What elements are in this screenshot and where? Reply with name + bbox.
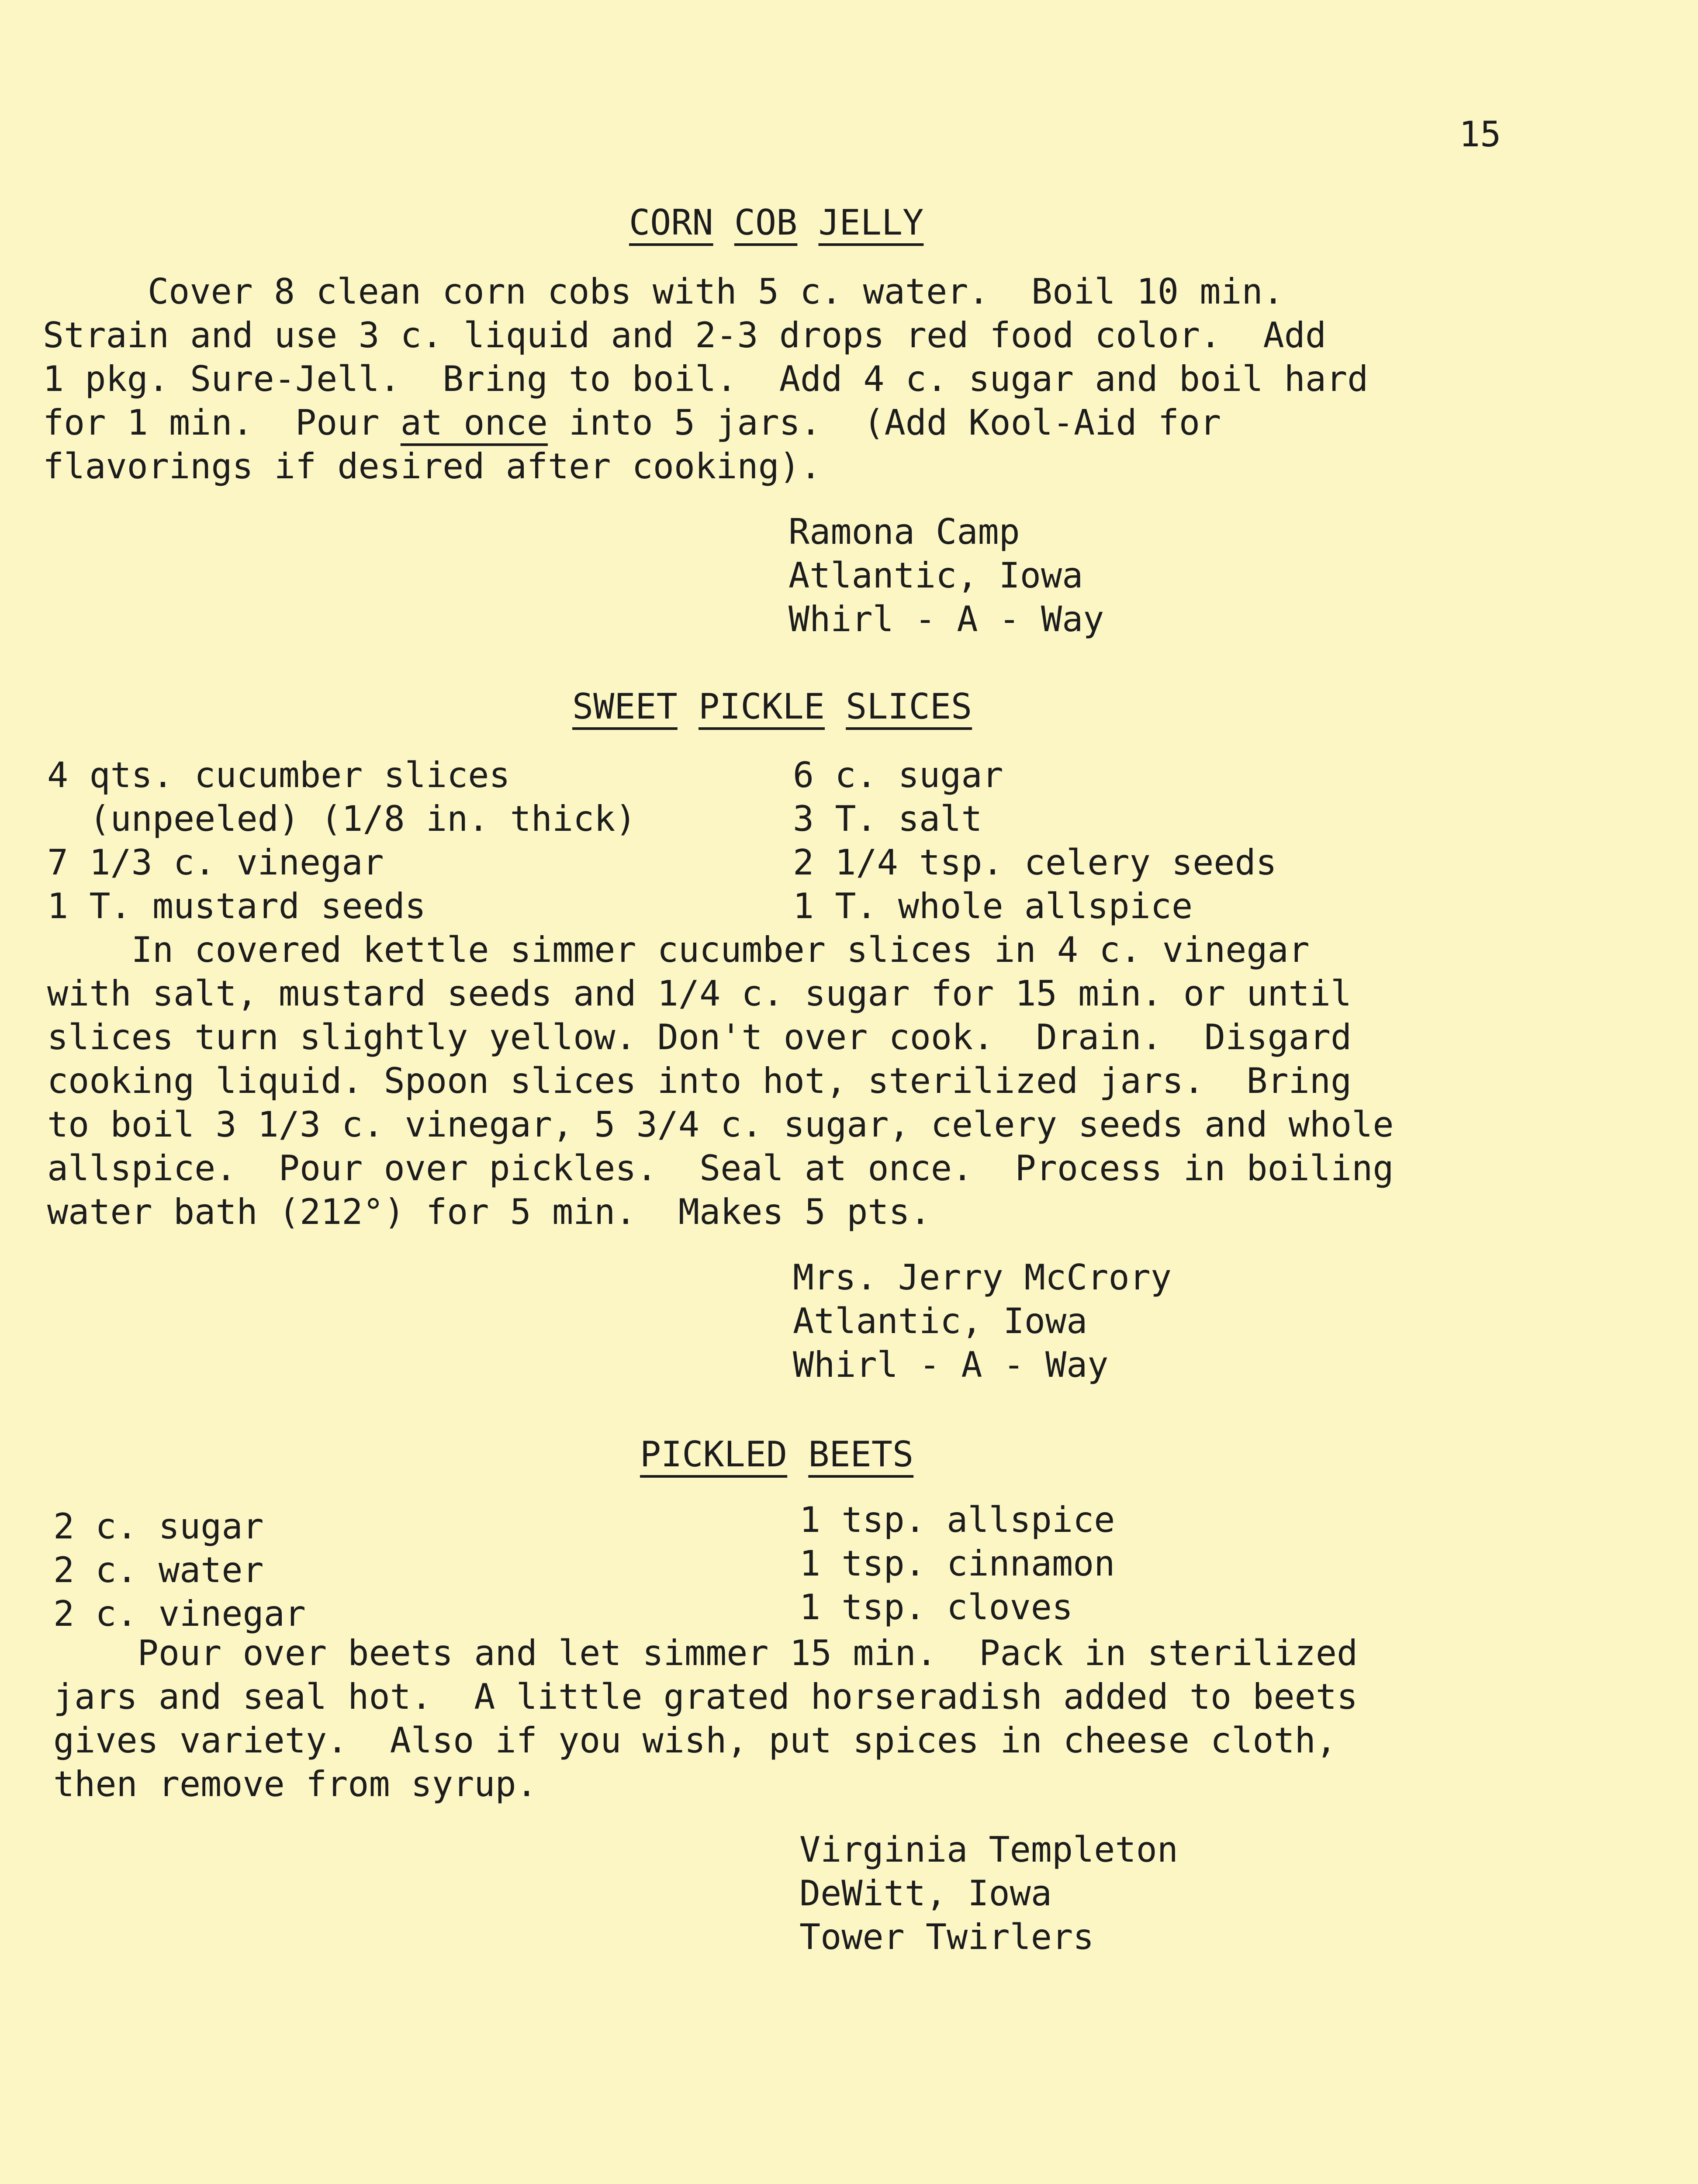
recipe-title-sweet-pickle-slices bbox=[572, 686, 972, 727]
recipe-text-line: slices turn slightly yellow. Don't over cook. Drain. Disgard bbox=[47, 1017, 1352, 1057]
recipe-text-line: jars and seal hot. A little grated horseradish added to beets bbox=[53, 1676, 1358, 1717]
recipe-text-line: water bath (212°) for 5 min. Makes 5 pts. bbox=[47, 1192, 931, 1232]
author-name: Virginia Templeton bbox=[799, 1829, 1178, 1870]
recipe-text-line: 1 pkg. Sure-Jell. Bring to boil. Add 4 c. sugar and boil hard bbox=[43, 359, 1369, 399]
title-word: PICKLED bbox=[640, 1434, 788, 1475]
ingredient-right: 3 T. salt bbox=[793, 798, 982, 839]
ingredient-right: 1 tsp. allspice bbox=[799, 1500, 1115, 1540]
page-number: 15 bbox=[1459, 114, 1501, 155]
recipe-text-line: flavorings if desired after cooking). bbox=[43, 446, 822, 487]
author-club: Whirl - A - Way bbox=[788, 599, 1104, 639]
author-club: Tower Twirlers bbox=[799, 1917, 1094, 1957]
ingredient-left: 4 qts. cucumber slices bbox=[47, 755, 510, 795]
ingredient-left: (unpeeled) (1/8 in. thick) bbox=[47, 798, 636, 839]
recipe-text-line bbox=[43, 402, 1221, 443]
ingredient-right: 1 tsp. cinnamon bbox=[799, 1543, 1115, 1584]
title-word: COB bbox=[734, 202, 798, 243]
text-segment: into 5 jars. (Add Kool-Aid for bbox=[547, 402, 1221, 443]
ingredient-right: 2 1/4 tsp. celery seeds bbox=[793, 842, 1277, 883]
title-word: BEETS bbox=[808, 1434, 914, 1475]
title-word: SLICES bbox=[846, 686, 972, 727]
ingredient-left: 2 c. sugar bbox=[53, 1506, 264, 1547]
author-city: DeWitt, Iowa bbox=[799, 1873, 1052, 1914]
ingredient-left: 7 1/3 c. vinegar bbox=[47, 842, 384, 883]
underlined-phrase: at once bbox=[400, 402, 548, 443]
recipe-text-line: to boil 3 1/3 c. vinegar, 5 3/4 c. sugar, celery seeds and whole bbox=[47, 1104, 1394, 1145]
author-city: Atlantic, Iowa bbox=[793, 1301, 1088, 1341]
recipe-text-line: with salt, mustard seeds and 1/4 c. sugar for 15 min. or until bbox=[47, 973, 1352, 1014]
ingredient-left: 1 T. mustard seeds bbox=[47, 886, 426, 926]
title-word: SWEET bbox=[572, 686, 678, 727]
ingredient-right: 1 T. whole allspice bbox=[793, 886, 1193, 926]
recipe-text-line: Pour over beets and let simmer 15 min. Pack in sterilized bbox=[53, 1633, 1358, 1673]
recipe-text-line: allspice. Pour over pickles. Seal at once. Process in boiling bbox=[47, 1148, 1394, 1189]
recipe-text-line: Cover 8 clean corn cobs with 5 c. water. Boil 10 min. bbox=[148, 271, 1284, 312]
ingredient-left: 2 c. water bbox=[53, 1550, 264, 1590]
recipe-title-pickled-beets bbox=[640, 1434, 914, 1475]
title-word: JELLY bbox=[818, 202, 924, 243]
recipe-text-line: In covered kettle simmer cucumber slices in 4 c. vinegar bbox=[47, 930, 1310, 970]
text-segment: for 1 min. Pour bbox=[43, 402, 401, 443]
ingredient-right: 6 c. sugar bbox=[793, 755, 1003, 795]
recipe-text-line: Strain and use 3 c. liquid and 2-3 drops red food color. Add bbox=[43, 315, 1327, 356]
author-city: Atlantic, Iowa bbox=[788, 555, 1083, 596]
title-word: CORN bbox=[629, 202, 713, 243]
author-club: Whirl - A - Way bbox=[793, 1344, 1109, 1385]
author-name: Ramona Camp bbox=[788, 511, 1020, 552]
recipe-text-line: gives variety. Also if you wish, put spices in cheese cloth, bbox=[53, 1720, 1337, 1761]
recipe-text-line: cooking liquid. Spoon slices into hot, sterilized jars. Bring bbox=[47, 1061, 1352, 1101]
ingredient-right: 1 tsp. cloves bbox=[799, 1587, 1073, 1628]
author-name: Mrs. Jerry McCrory bbox=[793, 1257, 1172, 1298]
title-word: PICKLE bbox=[699, 686, 825, 727]
recipe-title-corn-cob-jelly bbox=[629, 202, 924, 243]
ingredient-left: 2 c. vinegar bbox=[53, 1593, 306, 1634]
recipe-text-line: then remove from syrup. bbox=[53, 1764, 537, 1804]
